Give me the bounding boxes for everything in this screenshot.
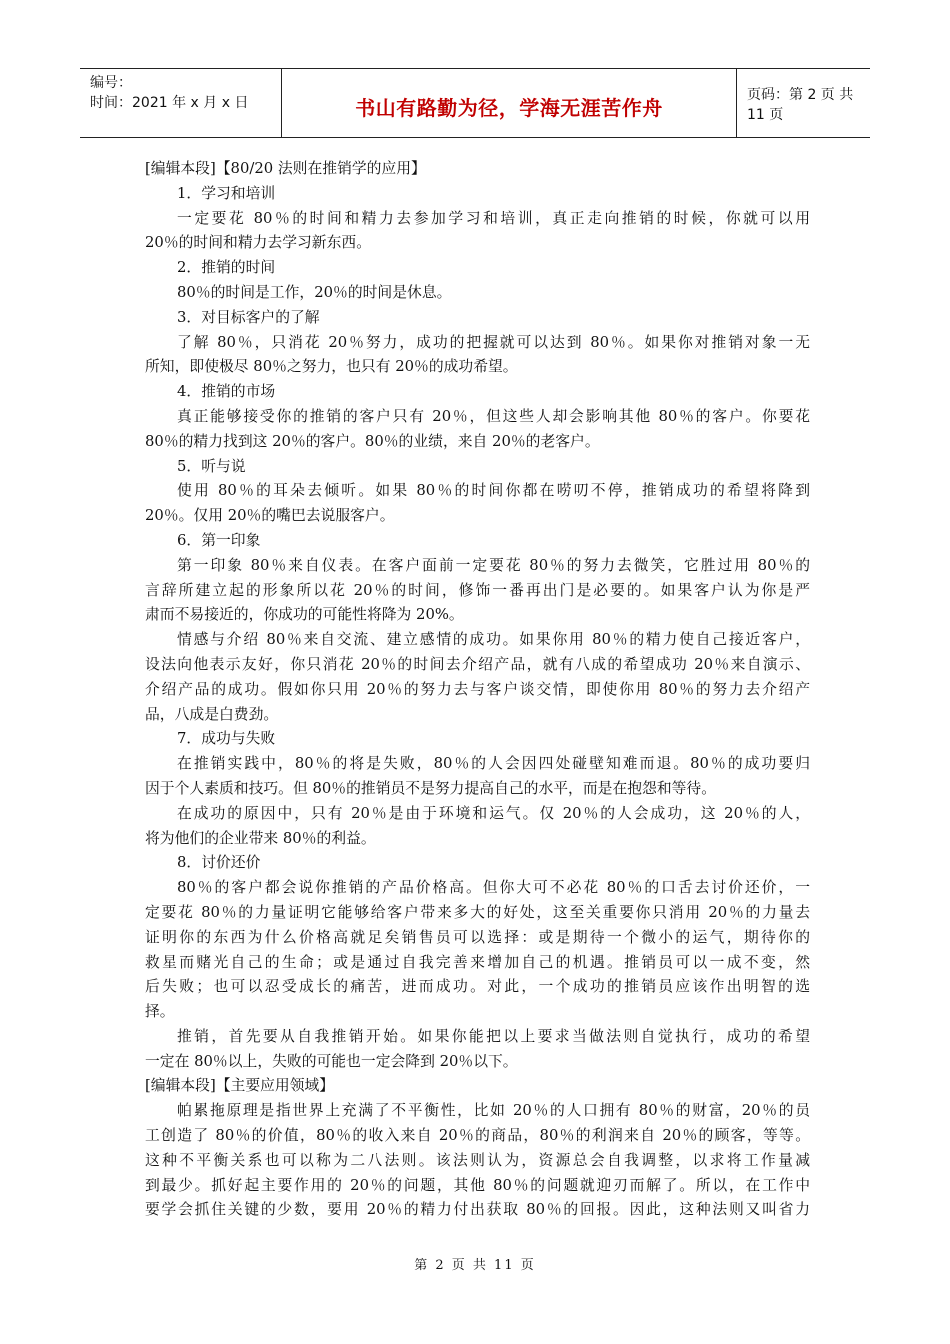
paragraph-line: 要学会抓住关键的少数，要用 20％的精力付出获取 80％的回报。因此，这种法则又叫省力 (145, 1201, 810, 1219)
document-body (145, 157, 810, 1223)
paragraph-line: 20％的时间和精力去学习新东西。 (145, 234, 371, 252)
subheading: 4．推销的市场 (177, 383, 276, 401)
subheading: 2．推销的时间 (177, 259, 276, 277)
paragraph-line: 工创造了 80％的价值，80％的收入来自 20％的商品，80％的利润来自 20％的顾客，等等。 (145, 1127, 810, 1145)
paragraph-line: 肃而不易接近的，你成功的可能性将降为 20%。 (145, 606, 464, 624)
paragraph-line: 第一印象 80％来自仪表。在客户面前一定要花 80％的努力去微笑，它胜过用 80％的 (177, 556, 810, 574)
paragraph-line: 将为他们的企业带来 80％的利益。 (145, 829, 376, 847)
paragraph-line: 真正能够接受你的推销的客户只有 20％，但这些人却会影响其他 80％的客户。你要花 (177, 407, 810, 425)
paragraph-line: 品，八成是白费劲。 (145, 705, 279, 723)
paragraph-line: 所知，即使极尽 80％之努力，也只有 20％的成功希望。 (145, 358, 518, 376)
footer-page-number: 第 2 页 共 11 页 (414, 1258, 536, 1273)
subheading: 1．学习和培训 (177, 184, 276, 202)
paragraph-line: 到最少。抓好起主要作用的 20％的问题，其他 80％的问题就迎刃而解了。所以，在工作中 (145, 1176, 810, 1194)
paragraph-line: 救星而赌光自己的生命；或是通过自我完善来增加自己的机遇。推销员可以一成不变，然 (145, 953, 810, 971)
paragraph-line: 介绍产品的成功。假如你只用 20％的努力去与客户谈交情，即使你用 80％的努力去介绍产 (145, 680, 810, 698)
subheading: 5．听与说 (177, 457, 246, 475)
page-header (80, 68, 870, 138)
paragraph-line: 在成功的原因中，只有 20％是由于环境和运气。仅 20％的人会成功，这 20％的人， (177, 804, 810, 822)
paragraph-line: 在推销实践中，80％的将是失败，80％的人会因四处碰壁知难而退。80％的成功要归 (177, 755, 810, 773)
section-heading: [编辑本段]【80/20 法则在推销学的应用】 (145, 160, 426, 177)
paragraph-line: 证明你的东西为什么价格高就足矣销售员可以选择：或是期待一个微小的运气，期待你的 (145, 928, 810, 946)
paragraph-line: 一定在 80％以上，失败的可能也一定会降到 20％以下。 (145, 1052, 518, 1070)
document-date: 时间：2021 年 x 月 x 日 (90, 95, 249, 111)
paragraph-line: 80％的时间是工作，20％的时间是休息。 (177, 283, 452, 301)
header-info-cell (80, 69, 282, 137)
section-heading: [编辑本段]【主要应用领域】 (145, 1077, 335, 1095)
paragraph-line: 了解 80％，只消花 20％努力，成功的把握就可以达到 80％。如果你对推销对象一无 (177, 333, 810, 351)
document-number: 编号： (90, 75, 132, 91)
paragraph-line: 定要花 80％的力量证明它能够给客户带来多大的好处，这至关重要你只消用 20％的力量去 (145, 903, 810, 921)
page-footer (0, 1254, 950, 1273)
paragraph-line: 这种不平衡关系也可以称为二八法则。该法则认为，资源总会自我调整，以求将工作量减 (145, 1151, 810, 1169)
paragraph-line: 帕累拖原理是指世界上充满了不平衡性，比如 20％的人口拥有 80％的财富，20％的员 (177, 1102, 810, 1120)
paragraph-line: 一定要花 80％的时间和精力去参加学习和培训，真正走向推销的时候，你就可以用 (177, 209, 810, 227)
paragraph-line: 情感与介绍 80％来自交流、建立感情的成功。如果你用 80％的精力使自己接近客户， (177, 631, 810, 649)
subheading: 3．对目标客户的了解 (177, 308, 320, 326)
header-page-cell (737, 69, 870, 137)
paragraph-line: 80％的客户都会说你推销的产品价格高。但你大可不必花 80％的口舌去讨价还价，一 (177, 879, 810, 897)
paragraph-line: 20％。仅用 20％的嘴巴去说服客户。 (145, 507, 395, 525)
subheading: 7．成功与失败 (177, 730, 276, 748)
paragraph-line: 因于个人素质和技巧。但 80％的推销员不是努力提高自己的水平，而是在抱怨和等待。 (145, 779, 717, 797)
paragraph-line: 设法向他表示友好，你只消花 20％的时间去介绍产品，就有八成的希望成功 20％来自演示、 (145, 655, 810, 673)
paragraph-line: 推销，首先要从自我推销开始。如果你能把以上要求当做法则自觉执行，成功的希望 (177, 1027, 810, 1045)
paragraph-line: 使用 80％的耳朵去倾听。如果 80％的时间你都在唠叨不停，推销成功的希望将降到 (177, 482, 810, 500)
paragraph-line: 择。 (145, 1003, 175, 1021)
paragraph-line: 言辞所建立起的形象所以花 20％的时间，修饰一番再出门是必要的。如果客户认为你是严 (145, 581, 810, 599)
paragraph-line: 后失败；也可以忍受成长的痛苦，进而成功。对此，一个成功的推销员应该作出明智的选 (145, 978, 810, 996)
subheading: 6．第一印象 (177, 531, 261, 549)
subheading: 8．讨价还价 (177, 854, 261, 872)
header-motto: 书山有路勤为径，学海无涯苦作舟 (355, 95, 663, 120)
paragraph-line: 80％的精力找到这 20％的客户。80％的业绩，来自 20％的老客户。 (145, 432, 600, 450)
header-motto-cell (282, 69, 737, 137)
header-page-number: 页码：第 2 页 共 11 页 (747, 87, 854, 123)
